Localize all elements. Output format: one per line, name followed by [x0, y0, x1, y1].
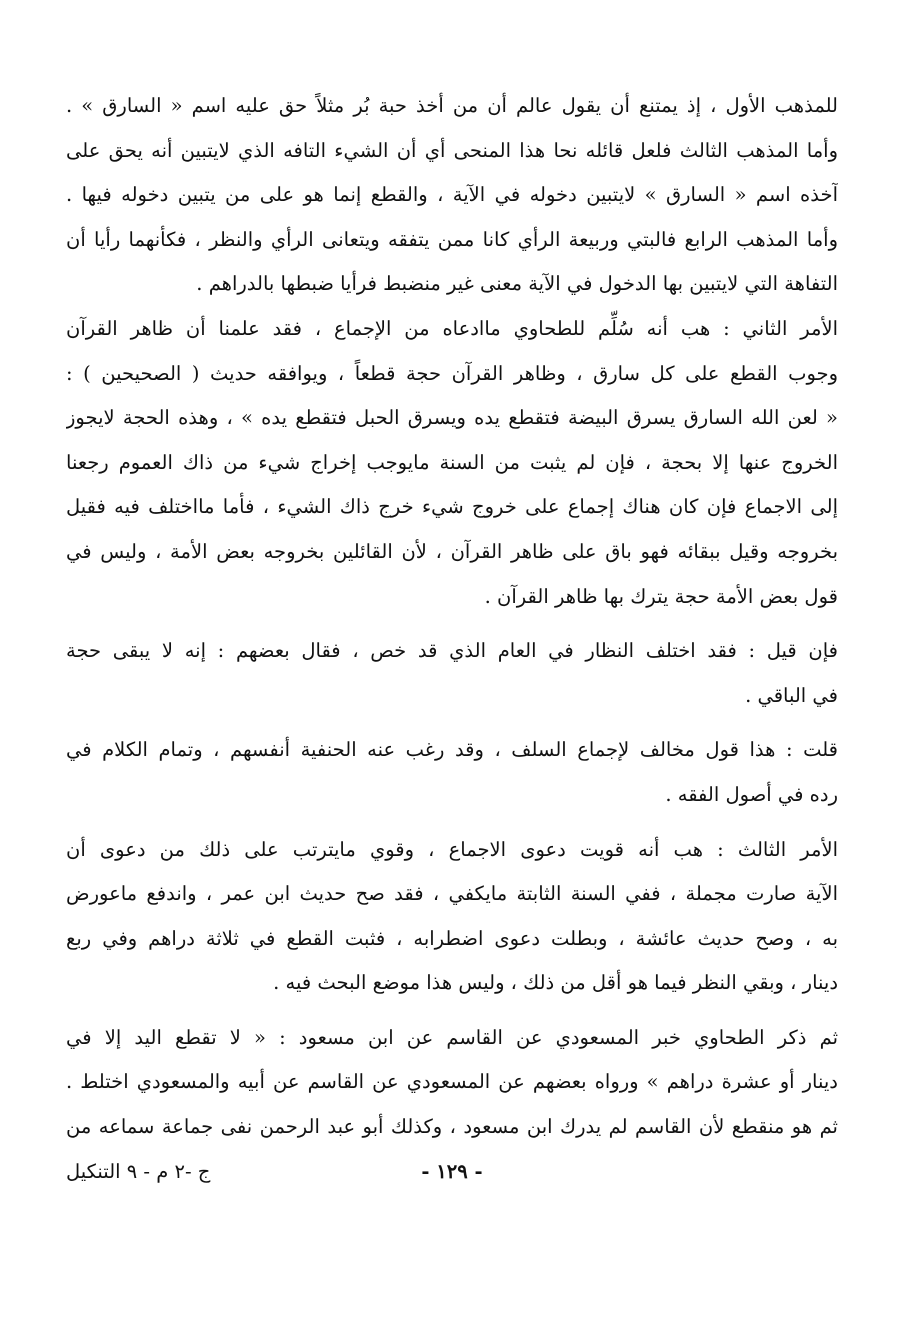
text-line: وأما المذهب الرابع فالبتي وربيعة الرأي كانا ممن يتفقه ويتعانى الرأي والنظر ، فكأنهما رأيا أن [66, 227, 838, 251]
text-line: قلت : هذا قول مخالف لإجماع السلف ، وقد رغب عنه الحنفية أنفسهم ، وتمام الكلام في [66, 738, 838, 762]
paragraph [66, 728, 838, 817]
text-line: الآية صارت مجملة ، ففي السنة الثابتة مايكفي ، فقد صح حديث ابن عمر ، واندفع ماعورض [66, 882, 838, 906]
paragraph [66, 629, 838, 718]
text-line: قول بعض الأمة حجة يترك بها ظاهر القرآن . [484, 584, 838, 608]
text-line: دينار أو عشرة دراهم » ورواه بعضهم عن المسعودي عن القاسم عن أبيه والمسعودي اختلط . [66, 1070, 838, 1094]
text-line: وجوب القطع على كل سارق ، وظاهر القرآن حجة قطعاً ، ويوافقه حديث ( الصحيحين ) : [66, 361, 838, 385]
document-page [66, 84, 838, 1194]
text-line: رده في أصول الفقه . [665, 782, 838, 806]
text-line: ثم ذكر الطحاوي خبر المسعودي عن القاسم عن ابن مسعود : « لا تقطع اليد إلا في [66, 1025, 838, 1049]
text-line: الأمر الثاني : هب أنه سُلِّم للطحاوي ماادعاه من الإجماع ، فقد علمنا أن ظاهر القرآن [66, 316, 838, 340]
text-line: دينار ، وبقي النظر فيما هو أقل من ذلك ، وليس هذا موضع البحث فيه . [273, 971, 838, 995]
text-line: بخروجه وقيل ببقائه فهو باق على ظاهر القرآن ، لأن القائلين بخروجه بعض الأمة ، وليس في [66, 539, 838, 563]
text-line: للمذهب الأول ، إذ يمتنع أن يقول عالم أن من أخذ حبة بُر مثلاً حق عليه اسم « السارق » . [66, 94, 838, 117]
text-line: به ، وصح حديث عائشة ، وبطلت دعوى اضطرابه ، فثبت القطع في ثلاثة دراهم وفي ربع [66, 926, 838, 950]
paragraph [66, 307, 838, 619]
page-number: - ١٢٩ - [421, 1159, 483, 1183]
paragraph [66, 84, 838, 307]
print-signature: ج -٢ م - ٩ التنكيل [66, 1159, 211, 1183]
text-line: وأما المذهب الثالث فلعل قائله نحا هذا المنحى أي أن الشيء التافه الذي لايتبين أنه يحق على [66, 138, 838, 162]
text-line: آخذه اسم « السارق » لايتبين دخوله في الآية ، والقطع إنما هو على من يتبين دخوله فيها . [66, 183, 838, 207]
text-line: الخروج عنها إلا بحجة ، فإن لم يثبت من السنة مايوجب إخراج شيء من ذاك العموم رجعنا [66, 450, 838, 474]
paragraph [66, 828, 838, 1006]
text-line: « لعن الله السارق يسرق البيضة فتقطع يده ويسرق الحبل فتقطع يده » ، وهذه الحجة لايجوز [66, 406, 838, 430]
text-line: التفاهة التي لايتبين بها الدخول في الآية معنى غير منضبط فرأيا ضبطها بالدراهم . [196, 272, 838, 296]
text-line: إلى الاجماع فإن كان هناك إجماع على خروج شيء خرج ذاك الشيء ، فأما مااختلف فيه فقيل [66, 495, 838, 519]
text-line: الأمر الثالث : هب أنه قويت دعوى الاجماع ، وقوي مايترتب على ذلك من دعوى أن [66, 837, 838, 861]
page-footer [66, 1150, 838, 1194]
text-line: في الباقي . [745, 683, 838, 707]
paragraph [66, 1016, 838, 1150]
text-line: ثم هو منقطع لأن القاسم لم يدرك ابن مسعود ، وكذلك أبو عبد الرحمن نفى جماعة سماعه من [66, 1115, 838, 1139]
text-line: فإن قيل : فقد اختلف النظار في العام الذي قد خص ، فقال بعضهم : إنه لا يبقى حجة [66, 639, 838, 663]
